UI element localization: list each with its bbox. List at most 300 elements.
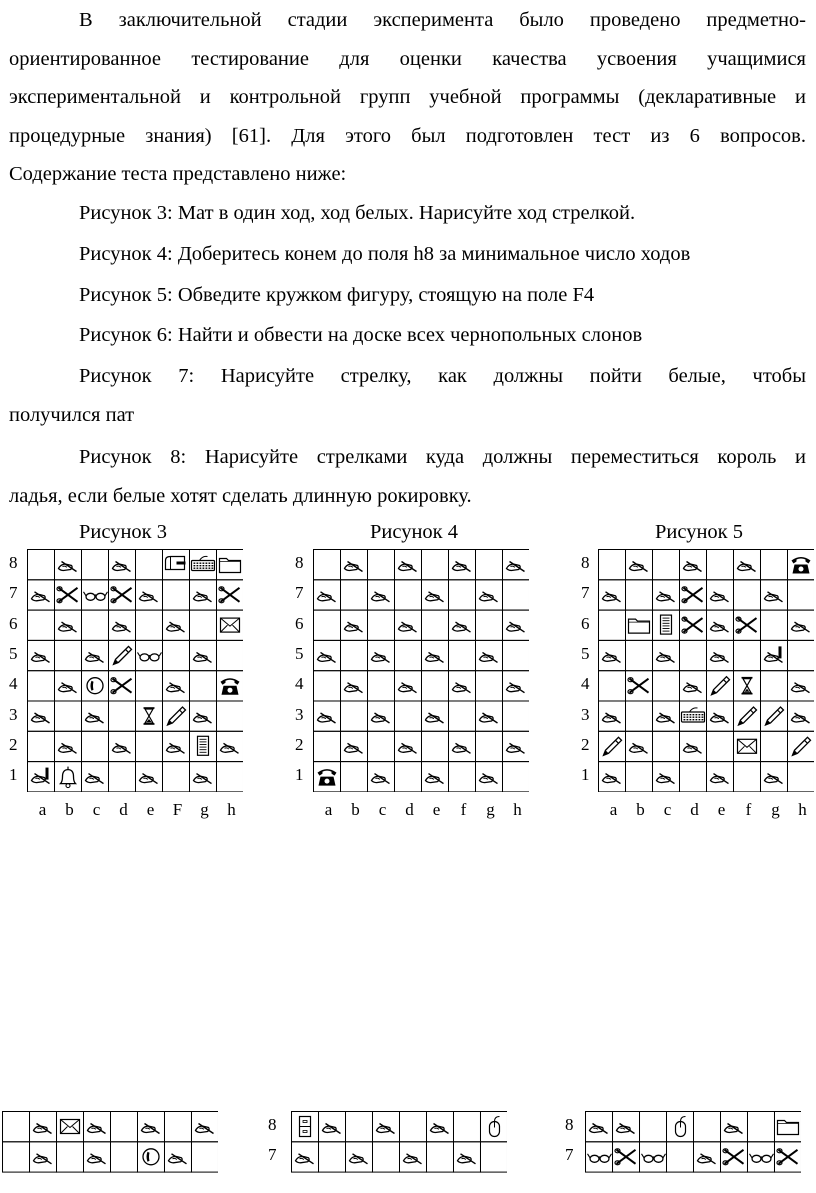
file-label: b (351, 800, 360, 819)
board-square[interactable] (28, 550, 55, 580)
board-square[interactable] (787, 640, 814, 670)
rank-label: 8 (295, 553, 304, 572)
board-square[interactable] (395, 640, 422, 670)
board-square[interactable] (341, 580, 368, 610)
board-square[interactable] (373, 1142, 400, 1172)
writing-hand-icon (399, 743, 417, 753)
bell-icon (61, 767, 76, 788)
hourglass-icon (741, 678, 752, 694)
board-square[interactable] (162, 701, 189, 731)
board-square[interactable] (110, 1112, 137, 1142)
writing-hand-icon (684, 743, 702, 753)
writing-hand-icon (59, 561, 77, 571)
board-square[interactable] (135, 610, 162, 640)
writing-hand-icon (630, 561, 648, 571)
scissors-icon (628, 678, 648, 694)
keyboard-icon (191, 556, 214, 570)
board-square[interactable] (787, 580, 814, 610)
text-line: Содержание теста представлено ниже: (9, 163, 347, 185)
rank-label: 1 (9, 765, 18, 785)
file-label: e (146, 800, 155, 819)
board-square[interactable] (368, 731, 395, 761)
file-label: d (690, 800, 699, 819)
pencil-icon (765, 707, 783, 725)
board-square[interactable] (216, 640, 243, 670)
board-square[interactable] (747, 1112, 774, 1142)
board-square[interactable] (28, 671, 55, 701)
board-square[interactable] (626, 762, 653, 792)
writing-hand-icon (296, 1154, 314, 1164)
rank-label: 7 (295, 583, 304, 603)
board-square[interactable] (109, 701, 136, 731)
telephone-dial-icon (87, 678, 103, 694)
writing-hand-icon (697, 1154, 715, 1164)
board-square[interactable] (480, 1112, 507, 1142)
board-square[interactable] (599, 671, 626, 701)
writing-hand-icon (710, 592, 728, 602)
board-square[interactable] (368, 550, 395, 580)
writing-hand-icon (791, 713, 809, 723)
glasses-icon (84, 592, 108, 600)
file-label: e (432, 800, 441, 819)
board-square[interactable] (421, 550, 448, 580)
board-square[interactable] (216, 550, 243, 580)
board-square[interactable] (189, 610, 216, 640)
board-square[interactable] (680, 640, 707, 670)
board-square[interactable] (162, 762, 189, 792)
board-square[interactable] (760, 610, 787, 640)
board-square[interactable] (421, 731, 448, 761)
mouse-icon (489, 1116, 499, 1136)
telephone-icon (318, 769, 337, 785)
writing-hand-icon (166, 622, 184, 632)
telephone-dial-icon (143, 1149, 159, 1165)
board-square[interactable] (55, 701, 82, 731)
board-square[interactable] (448, 580, 475, 610)
board-square[interactable] (653, 550, 680, 580)
writing-hand-icon (59, 743, 77, 753)
rank-label: 2 (581, 734, 590, 754)
writing-hand-icon (657, 592, 675, 602)
writing-hand-icon (372, 652, 390, 662)
writing-hand-icon (724, 1123, 742, 1133)
board-square[interactable] (475, 610, 502, 640)
board-square[interactable] (314, 610, 341, 640)
writing-hand-icon (139, 592, 157, 602)
board-square[interactable] (599, 550, 626, 580)
text-line: получился пат (9, 403, 135, 426)
question-figure-7 (9, 357, 806, 434)
board-square[interactable] (502, 762, 529, 792)
board-square[interactable] (640, 1112, 667, 1142)
writing-hand-icon (452, 743, 470, 753)
folder-icon (219, 558, 240, 572)
writing-hand-icon (34, 1123, 52, 1133)
board-square[interactable] (314, 671, 341, 701)
board-square[interactable] (216, 701, 243, 731)
writing-hand-icon (59, 683, 77, 693)
board-square[interactable] (733, 701, 760, 731)
pencil-icon (167, 707, 185, 725)
question-figure-5 (9, 276, 806, 315)
writing-hand-icon (452, 622, 470, 632)
writing-hand-icon (630, 743, 648, 753)
writing-hand-icon (350, 1154, 368, 1164)
writing-hand-icon (139, 774, 157, 784)
writing-hand-icon (590, 1123, 608, 1133)
rank-label: 5 (295, 643, 304, 663)
board-square[interactable] (421, 610, 448, 640)
board-square[interactable] (189, 550, 216, 580)
writing-hand-icon (617, 1123, 635, 1133)
board-square[interactable] (448, 640, 475, 670)
board-square[interactable] (82, 610, 109, 640)
writing-hand-icon (425, 592, 443, 602)
folder-icon (629, 619, 650, 633)
writing-hand-icon (657, 774, 675, 784)
board-square[interactable] (164, 1112, 191, 1142)
pencil-icon (711, 677, 729, 695)
board-square[interactable] (599, 610, 626, 640)
rank-label: 7 (581, 583, 590, 603)
writing-hand-icon (710, 774, 728, 784)
writing-hand-icon (86, 713, 104, 723)
board-square[interactable] (341, 762, 368, 792)
writing-hand-icon (710, 713, 728, 723)
document-icon (661, 615, 672, 634)
pencil-icon (604, 737, 622, 755)
board-square[interactable] (707, 550, 734, 580)
question-figure-6 (9, 316, 806, 355)
writing-hand-icon (318, 652, 336, 662)
board-square[interactable] (82, 671, 109, 701)
board-square[interactable] (626, 640, 653, 670)
board-square[interactable] (368, 671, 395, 701)
board-square[interactable] (82, 731, 109, 761)
rank-label: 7 (9, 583, 18, 603)
board-square[interactable] (314, 550, 341, 580)
board-square[interactable] (57, 1142, 84, 1172)
board-square[interactable] (787, 731, 814, 761)
writing-hand-icon (318, 713, 336, 723)
board-square[interactable] (319, 1142, 346, 1172)
file-label: a (324, 800, 333, 819)
writing-hand-icon (86, 652, 104, 662)
board-square[interactable] (28, 731, 55, 761)
writing-hand-icon (193, 652, 211, 662)
text-line: Рисунок 3: Мат в один ход, ход белых. Нарисуйте ход стрелкой. (79, 202, 636, 224)
writing-hand-icon (791, 683, 809, 693)
writing-hand-icon (168, 1154, 186, 1164)
file-label: e (717, 800, 726, 819)
writing-hand-icon (791, 622, 809, 632)
writing-hand-icon (506, 743, 524, 753)
rank-label: 7 (565, 1145, 574, 1165)
writing-hand-icon (220, 743, 238, 753)
writing-hand-icon (141, 1123, 159, 1133)
writing-hand-icon (737, 561, 755, 571)
chessboard (2, 1111, 218, 1173)
writing-hand-icon (345, 622, 363, 632)
board-square[interactable] (502, 701, 529, 731)
file-label: g (771, 800, 780, 819)
filing-cabinet-icon (300, 1116, 311, 1136)
file-label: b (65, 800, 74, 819)
board-square[interactable] (346, 1112, 373, 1142)
board-square[interactable] (707, 731, 734, 761)
pencil-icon (738, 707, 756, 725)
question-figure-8 (9, 438, 806, 515)
writing-hand-icon (425, 652, 443, 662)
board-square[interactable] (448, 762, 475, 792)
hourglass-icon (143, 708, 154, 724)
board-square[interactable] (475, 671, 502, 701)
writing-hand-icon (452, 561, 470, 571)
file-label: f (745, 800, 752, 819)
writing-hand-icon (430, 1123, 448, 1133)
chessboard (27, 549, 243, 792)
telephone-icon (791, 557, 810, 573)
board-square[interactable] (680, 701, 707, 731)
glasses-icon (137, 652, 161, 660)
board-square[interactable] (110, 1142, 137, 1172)
rank-label: 6 (9, 613, 18, 633)
board-square[interactable] (399, 1112, 426, 1142)
board-square[interactable] (421, 671, 448, 701)
writing-hand-icon (457, 1154, 475, 1164)
board-square[interactable] (162, 550, 189, 580)
rank-label: 2 (295, 734, 304, 754)
writing-hand-icon (399, 622, 417, 632)
writing-hand-icon (479, 713, 497, 723)
board-square[interactable] (626, 701, 653, 731)
text-line: Рисунок 8: Нарисуйте стрелками куда должны переместиться король и (79, 446, 806, 468)
board-square[interactable] (395, 580, 422, 610)
writing-hand-icon (345, 683, 363, 693)
text-line: экспериментальной и контрольной групп учебной программы (декларативные и (9, 86, 806, 108)
rank-label: 4 (9, 674, 18, 694)
board-square[interactable] (680, 762, 707, 792)
rank-label: 3 (9, 704, 18, 724)
board-square[interactable] (475, 731, 502, 761)
writing-hand-icon (603, 774, 621, 784)
file-label: g (486, 800, 495, 819)
text-line: Рисунок 4: Доберитесь конем до поля h8 за минимальное число ходов (79, 243, 691, 265)
rank-label: 6 (581, 613, 590, 633)
writing-hand-flag-icon (764, 646, 782, 662)
board-square[interactable] (341, 701, 368, 731)
writing-hand-icon (113, 622, 131, 632)
chessboard (313, 549, 529, 792)
text-line: Рисунок 5: Обведите кружком фигуру, стоящую на поле F4 (79, 284, 595, 306)
board-square[interactable] (760, 550, 787, 580)
scissors-icon (723, 1149, 743, 1165)
writing-hand-icon (323, 1123, 341, 1133)
envelope-icon (220, 618, 239, 632)
board-square[interactable] (667, 1142, 694, 1172)
file-label: h (798, 800, 807, 819)
board-square[interactable] (693, 1112, 720, 1142)
mouse-icon (676, 1116, 686, 1136)
document-icon (197, 736, 208, 755)
chessboard (598, 549, 814, 792)
writing-hand-icon (318, 592, 336, 602)
scissors-icon (57, 587, 77, 603)
board-square[interactable] (135, 671, 162, 701)
glasses-icon (749, 1154, 773, 1162)
file-label: a (38, 800, 47, 819)
board-square[interactable] (28, 610, 55, 640)
writing-hand-icon (684, 683, 702, 693)
file-label: F (172, 800, 183, 819)
writing-hand-icon (506, 622, 524, 632)
text-line: ладья, если белые хотят сделать длинную рокировку. (9, 484, 472, 507)
board-square[interactable] (162, 640, 189, 670)
rank-label: 8 (268, 1115, 277, 1134)
board-square[interactable] (707, 671, 734, 701)
board-square[interactable] (109, 762, 136, 792)
writing-hand-icon (166, 683, 184, 693)
writing-hand-icon (113, 743, 131, 753)
board-square[interactable] (137, 1142, 164, 1172)
question-figure-4 (9, 235, 806, 274)
file-label: d (405, 800, 414, 819)
board-square[interactable] (502, 640, 529, 670)
board-square[interactable] (55, 640, 82, 670)
file-label: h (227, 800, 236, 819)
scissors-icon (219, 587, 239, 603)
board-square[interactable] (314, 731, 341, 761)
board-square[interactable] (109, 640, 136, 670)
writing-hand-icon (86, 774, 104, 784)
envelope-icon (61, 1119, 80, 1133)
writing-hand-icon (425, 774, 443, 784)
board-square[interactable] (341, 640, 368, 670)
writing-hand-icon (399, 683, 417, 693)
writing-hand-icon (479, 592, 497, 602)
writing-hand-icon (684, 561, 702, 571)
question-figure-3 (9, 194, 806, 233)
pencil-icon (792, 737, 810, 755)
board-square[interactable] (599, 731, 626, 761)
file-label: c (663, 800, 672, 819)
text-line: Рисунок 7: Нарисуйте стрелку, как должны пойти белые, чтобы (79, 365, 806, 387)
writing-hand-icon (425, 713, 443, 723)
keyboard-icon (682, 708, 705, 722)
chessboard (291, 1111, 507, 1173)
scissors-icon (111, 587, 131, 603)
board-square[interactable] (480, 1142, 507, 1172)
board-square[interactable] (787, 762, 814, 792)
writing-hand-icon (113, 561, 131, 571)
board-square[interactable] (453, 1112, 480, 1142)
board-square[interactable] (733, 640, 760, 670)
writing-hand-icon (479, 774, 497, 784)
glasses-icon (642, 1154, 666, 1162)
board-square[interactable] (760, 701, 787, 731)
rank-label: 4 (581, 674, 590, 694)
board-square[interactable] (395, 701, 422, 731)
intro-paragraph (9, 1, 806, 194)
figure-caption: Рисунок 5 (655, 521, 744, 543)
board-square[interactable] (626, 610, 653, 640)
writing-hand-icon (506, 683, 524, 693)
rank-label: 1 (581, 765, 590, 785)
board-square[interactable] (191, 1142, 218, 1172)
writing-hand-icon (710, 652, 728, 662)
text-line: процедурные знания) [61]. Для этого был подготовлен тест из 6 вопросов. (9, 124, 806, 147)
writing-hand-icon (193, 713, 211, 723)
board-square[interactable] (774, 1112, 801, 1142)
board-square[interactable] (653, 671, 680, 701)
board-square[interactable] (395, 762, 422, 792)
board-square[interactable] (216, 762, 243, 792)
board-square[interactable] (135, 731, 162, 761)
text-line: ориентированное тестирование для оценки качества усвоения учащимися (9, 47, 806, 70)
scissors-icon (736, 617, 756, 633)
writing-hand-icon (166, 743, 184, 753)
board-square[interactable] (368, 610, 395, 640)
writing-hand-icon (372, 774, 390, 784)
pencil-icon (114, 646, 132, 664)
writing-hand-icon (195, 1123, 213, 1133)
scissors-icon (111, 678, 131, 694)
writing-hand-icon (399, 561, 417, 571)
writing-hand-icon (764, 774, 782, 784)
writing-hand-icon (372, 592, 390, 602)
board-square[interactable] (3, 1112, 30, 1142)
board-square[interactable] (760, 671, 787, 701)
text-line: В заключительной стадии эксперимента было проведено предметно- (79, 9, 806, 31)
board-square[interactable] (626, 580, 653, 610)
board-square[interactable] (162, 580, 189, 610)
board-square[interactable] (653, 731, 680, 761)
board-square[interactable] (135, 550, 162, 580)
telephone-icon (220, 678, 239, 694)
board-square[interactable] (760, 731, 787, 761)
file-label: c (92, 800, 101, 819)
rank-label: 7 (268, 1145, 277, 1165)
board-square[interactable] (448, 701, 475, 731)
writing-hand-flag-icon (32, 768, 50, 784)
board-square[interactable] (426, 1142, 453, 1172)
board-square[interactable] (733, 580, 760, 610)
rank-label: 4 (295, 674, 304, 694)
writing-hand-icon (657, 652, 675, 662)
figure-caption: Рисунок 4 (370, 521, 459, 543)
board-square[interactable] (502, 580, 529, 610)
rank-label: 6 (295, 613, 304, 633)
board-square[interactable] (189, 671, 216, 701)
file-label: a (609, 800, 618, 819)
writing-hand-icon (710, 622, 728, 632)
scissors-icon (777, 1149, 797, 1165)
writing-hand-icon (603, 652, 621, 662)
writing-hand-icon (32, 713, 50, 723)
rank-label: 5 (9, 643, 18, 663)
writing-hand-icon (452, 683, 470, 693)
scissors-icon (682, 617, 702, 633)
board-square[interactable] (3, 1142, 30, 1172)
rank-label: 1 (295, 765, 304, 785)
rank-label: 8 (9, 553, 18, 572)
board-square[interactable] (475, 550, 502, 580)
board-square[interactable] (82, 550, 109, 580)
file-label: c (378, 800, 387, 819)
writing-hand-icon (657, 713, 675, 723)
board-square[interactable] (733, 762, 760, 792)
writing-hand-icon (764, 592, 782, 602)
